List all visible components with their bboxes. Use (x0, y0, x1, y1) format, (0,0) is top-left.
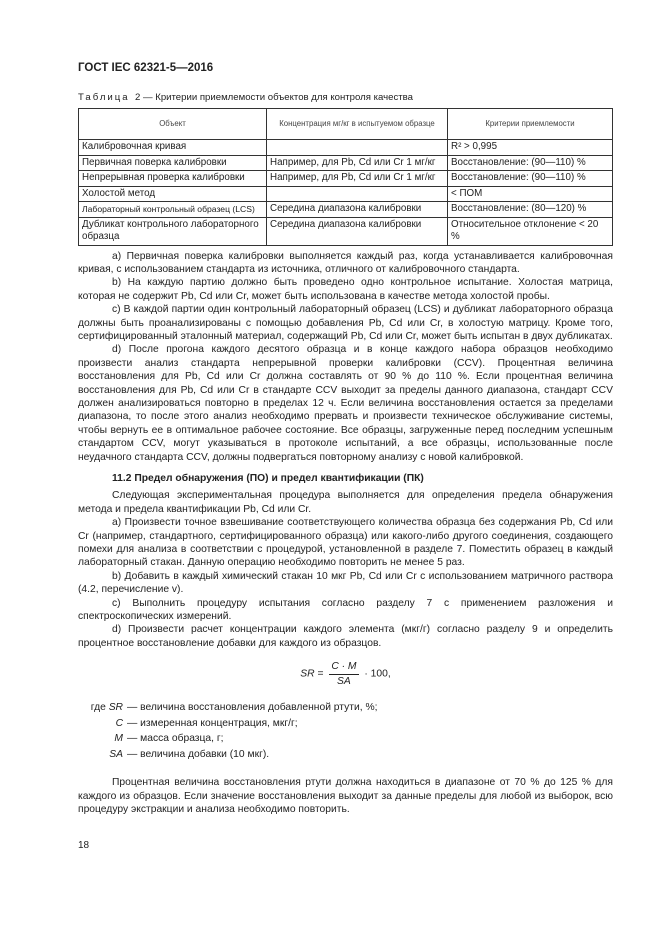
table-cell: Середина диапазона калибровки (267, 217, 448, 245)
symbol: SA (109, 748, 123, 760)
document-header: ГОСТ IEC 62321-5—2016 (78, 62, 214, 74)
table-row (79, 217, 613, 245)
formula-fraction (329, 660, 358, 688)
formula-equals: = (317, 668, 324, 680)
where-prefix: где (90, 702, 106, 714)
document-page (78, 0, 613, 872)
table-cell: Например, для Pb, Cd или Cr 1 мг/кг (267, 171, 448, 187)
table-cell: Середина диапазона калибровки (267, 202, 448, 218)
page-number: 18 (78, 840, 90, 852)
paragraph: Следующая экспериментальная процедура выполняется для определения предела обнаружения метода и предела квантификации Pb, Cd или Cr. (78, 490, 613, 515)
table-cell: Восстановление: (90—110) % (448, 155, 613, 171)
formula (78, 660, 613, 688)
paragraph: a) Произвести точное взвешивание соответствующего количества образца без содержания Pb, Cd или Cr (например, стандартного, сертифицированного образца) или какого-либо другого соединения, создающего помехи для анализа в соответствии с процедурой, установленной в разделе 7. Поместить образец в каждый лабораторный стакан. Данную операцию необходимо повторить не менее 5 раз. (78, 517, 613, 569)
table-cell: Первичная поверка калибровки (79, 155, 267, 171)
paragraph: c) В каждой партии один контрольный лабораторный образец (LCS) и дубликат лабораторного образца должны быть проанализированы с помощью добавления Pb, Cd или Cr, в холостую матрицу. Кроме того, сертифицированный эталонный материал, содержащий Pb, Cd или Cr, может быть испытан в двух дубликатах. (78, 304, 613, 342)
table-cell (267, 186, 448, 202)
formula-tail: · 100, (364, 668, 391, 680)
paragraph: Процентная величина восстановления ртути должна находиться в диапазоне от 70 % до 125 % для каждого из образцов. Если значение восстановления выходит за данные пределы для любой из выборок, всю процедуру экстракции и анализа необходимо повторить. (78, 777, 613, 815)
table-row (79, 171, 613, 187)
column-header: Критерии приемлемости (448, 109, 613, 140)
paragraph: c) Выполнить процедуру испытания согласно разделу 7 с применением разложения и спектроскопических измерений. (78, 597, 613, 623)
table-row (79, 186, 613, 202)
table-cell: Лабораторный контрольный образец (LCS) (79, 202, 267, 218)
definition-row (78, 747, 613, 763)
symbol: C (115, 717, 123, 729)
table-cell: Дубликат контрольного лабораторного образца (79, 217, 267, 245)
formula-lhs: SR (300, 668, 315, 680)
paragraph: a) Первичная поверка калибровки выполняется каждый раз, когда устанавливается калибровочная кривая, с использованием стандарта из источника, отличного от калибровочного стандарта. (78, 250, 613, 275)
paragraph: d) Произвести расчет концентрации каждого элемента (мкг/г) согласно разделу 9 и определить процентное восстановление добавки для каждого из образцов. (78, 624, 613, 649)
paragraph: d) После прогона каждого десятого образца и в конце каждого набора образцов необходимо произвести анализ стандарта непрерывной проверки калибровки (CCV). Процентная величина восстановления для Pb, Cd или Cr должна составлять от 90 % до 110 %. Если процентная величина восстановления для Pb, Cd или Cr в стандарте CCV выходит за пределы данного диапазона, стандарт CCV должен анализироваться повторно в пределах 12 ч. Если величина восстановления остается за пределами диапазона, то после этого анализ необходимо прервать и произвести техническое обслуживание системы, чтобы вернуть ее в оптимальное рабочее состояние. Все образцы, загруженные перед последним успешным стандартом CCV, могут указываться в протоколе испытаний, а все образцы, использованные после неудачного стандарта CCV, должны подвергаться повторному анализу с новой калибровкой. (78, 344, 613, 463)
table-cell: Восстановление: (90—110) % (448, 171, 613, 187)
variable-definitions (78, 700, 613, 762)
table-cell: Например, для Pb, Cd или Cr 1 мг/кг (267, 155, 448, 171)
definition-row (78, 731, 613, 747)
symbol: M (114, 733, 123, 745)
body-text (78, 250, 613, 651)
table-caption (78, 92, 613, 104)
paragraph: b) На каждую партию должно быть проведено одно контрольное испытание. Холостая матрица, которая не содержит Pb, Cd или Cr, может быть использована в качестве метода холостой пробы. (78, 277, 613, 302)
caption-text: 2 — Критерии приемлемости объектов для контроля качества (134, 92, 413, 103)
table-cell: Непрерывная проверка калибровки (79, 171, 267, 187)
definition: — величина восстановления добавленной ртути, %; (127, 702, 378, 714)
table-cell: Холостой метод (79, 186, 267, 202)
definition: — измеренная концентрация, мкг/г; (127, 717, 298, 729)
formula-numerator: C · M (329, 660, 358, 674)
definition: — величина добавки (10 мкг). (127, 748, 270, 760)
symbol: SR (108, 702, 123, 714)
table-row (79, 202, 613, 218)
final-text (78, 776, 613, 816)
table-cell: < ПОМ (448, 186, 613, 202)
table-cell (267, 140, 448, 156)
table-row (79, 155, 613, 171)
caption-label: Таблица (78, 92, 130, 103)
paragraph: b) Добавить в каждый химический стакан 10 мкг Pb, Cd или Cr с использованием матричного раствора (4.2, перечисление v). (78, 570, 613, 596)
definition-row (78, 716, 613, 732)
table-cell: Относительное отклонение < 20 % (448, 217, 613, 245)
definition-row (78, 700, 613, 716)
formula-denominator: SA (337, 675, 351, 687)
table-cell: R² > 0,995 (448, 140, 613, 156)
table-cell: Восстановление: (80—120) % (448, 202, 613, 218)
criteria-table (78, 108, 613, 246)
table-cell: Калибровочная кривая (79, 140, 267, 156)
section-heading: 11.2 Предел обнаружения (ПО) и предел квантификации (ПК) (112, 473, 424, 484)
column-header: Объект (79, 109, 267, 140)
table-row (79, 140, 613, 156)
definition: — масса образца, г; (127, 733, 224, 745)
table-header-row (79, 109, 613, 140)
column-header: Концентрация мг/кг в испытуемом образце (267, 109, 448, 140)
